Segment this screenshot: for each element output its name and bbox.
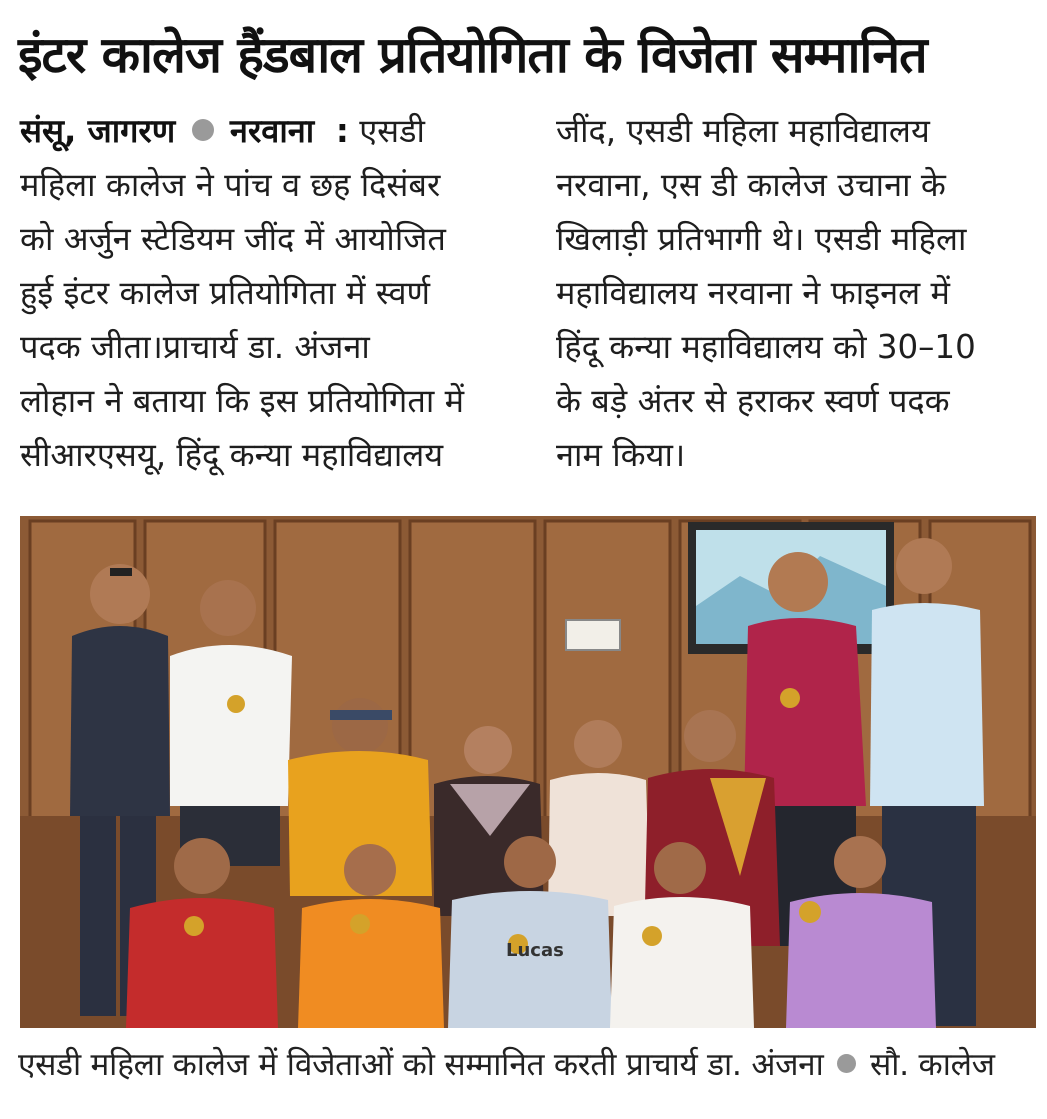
article-line-text: एसडी	[359, 112, 425, 150]
medal-icon	[227, 695, 245, 713]
article-line: सीआरएसयू, हिंदू कन्या महाविद्यालय	[20, 436, 444, 474]
medal-icon	[780, 688, 800, 708]
article-line: हुई इंटर कालेज प्रतियोगिता में स्वर्ण	[20, 274, 431, 312]
bullet-icon	[837, 1054, 856, 1073]
dateline-place: नरवाना	[229, 112, 315, 150]
article-line	[20, 104, 520, 158]
headline: इंटर कालेज हैंडबाल प्रतियोगिता के विजेता सम्मानित	[18, 26, 927, 84]
article-column-left	[20, 104, 520, 482]
article-line: लोहान ने बताया कि इस प्रतियोगिता में	[20, 382, 465, 420]
article-line: महाविद्यालय नरवाना ने फाइनल में	[556, 274, 950, 312]
photo-credit: सौ. कालेज	[869, 1047, 995, 1083]
dateline-separator: :	[324, 112, 349, 150]
photo-caption	[18, 1040, 1038, 1090]
article-line: महिला कालेज ने पांच व छह दिसंबर	[20, 166, 441, 204]
article-column-right	[556, 104, 1026, 482]
caption-text: एसडी महिला कालेज में विजेताओं को सम्मानित करती प्राचार्य डा. अंजना	[18, 1047, 824, 1083]
group-photo	[20, 516, 1036, 1028]
article-line: जींद, एसडी महिला महाविद्यालय	[556, 112, 930, 150]
medal-icon	[184, 916, 204, 936]
wall-switch	[566, 620, 620, 650]
shirt-text: Lucas	[506, 940, 564, 961]
article-line: खिलाड़ी प्रतिभागी थे। एसडी महिला	[556, 220, 967, 258]
article-line: हिंदू कन्या महाविद्यालय को 30–10	[556, 328, 976, 366]
dateline-source: संसू, जागरण	[20, 112, 176, 150]
group-photo-illustration	[20, 516, 1036, 1028]
bullet-icon	[192, 119, 214, 141]
medal-icon	[642, 926, 662, 946]
article-line: के बड़े अंतर से हराकर स्वर्ण पदक	[556, 382, 950, 420]
article-line: को अर्जुन स्टेडियम जींद में आयोजित	[20, 220, 446, 258]
article-line: पदक जीता।प्राचार्य डा. अंजना	[20, 328, 370, 366]
medal-icon	[350, 914, 370, 934]
article-line: नरवाना, एस डी कालेज उचाना के	[556, 166, 946, 204]
article-line: नाम किया।	[556, 436, 686, 474]
medal-icon	[799, 901, 821, 923]
